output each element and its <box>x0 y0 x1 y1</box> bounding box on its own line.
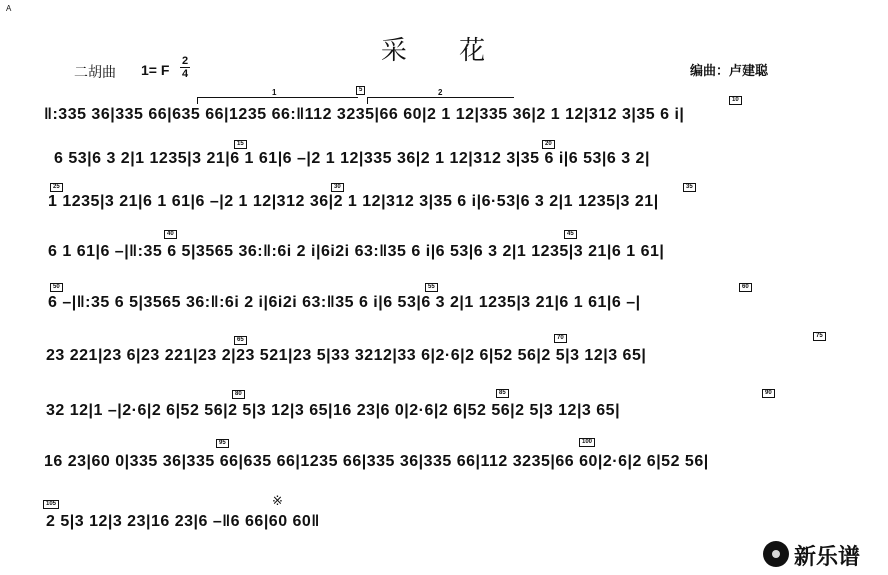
watermark-logo <box>763 539 881 569</box>
notation-line-3: 1 1235|3 21|6 1 61|6 –|2 1 12|312 36|2 1 12|312 3|35 6 i|6·53|6 3 2|1 1235|3 21| <box>48 193 659 210</box>
measure-number: 5 <box>356 86 365 95</box>
time-numerator: 2 <box>181 55 189 67</box>
volta-first <box>197 88 358 104</box>
record-disc-icon <box>763 541 789 567</box>
notation-line-4: 6 1 61|6 –|‖:35 6 5|3565 36:‖:6i 2 i|6i2i 63:‖35 6 i|6 53|6 3 2|1 1235|3 21|6 1 61| <box>48 243 665 260</box>
measure-number: 95 <box>216 439 229 448</box>
measure-number: 85 <box>496 389 509 398</box>
page-title: 采 花 <box>380 36 508 66</box>
measure-number: 25 <box>50 183 63 192</box>
notation-line-9: 2 5|3 12|3 23|16 23|6 –‖6 66|60 60‖ <box>46 513 320 530</box>
notation-line-6: 23 221|23 6|23 221|23 2|23 521|23 5|33 3212|33 6|2·6|2 6|52 56|2 5|3 12|3 65| <box>46 347 647 364</box>
notation-line-1: ‖:335 36|335 66|635 66|1235 66:‖112 3235|66 60|2 1 12|335 36|2 1 12|312 3|35 6 i| <box>44 106 685 123</box>
measure-number: 35 <box>683 183 696 192</box>
notation-line-8: 16 23|60 0|335 36|335 66|635 66|1235 66|335 36|335 66|112 3235|66 60|2·6|2 6|52 56| <box>44 453 709 470</box>
measure-number: 80 <box>232 390 245 399</box>
key-signature: 1= F <box>141 62 170 78</box>
measure-number: 30 <box>331 183 344 192</box>
measure-number: 100 <box>579 438 595 447</box>
measure-number: 105 <box>43 500 59 509</box>
volta-second <box>367 88 514 104</box>
notation-line-5: 6 –|‖:35 6 5|3565 36:‖:6i 2 i|6i2i 63:‖35 6 i|6 53|6 3 2|1 1235|3 21|6 1 61|6 –| <box>48 294 641 311</box>
measure-number: 15 <box>234 140 247 149</box>
instrument-label: 二胡曲 <box>74 65 116 81</box>
segno-sign: ※ <box>272 493 283 508</box>
arranger-credit: 编曲：卢建聪 <box>690 64 769 79</box>
volta-first-label: 1 <box>272 88 277 97</box>
measure-number: 55 <box>425 283 438 292</box>
measure-number: 70 <box>554 334 567 343</box>
time-denominator: 4 <box>181 68 189 80</box>
measure-number: 45 <box>564 230 577 239</box>
notation-line-2: 6 53|6 3 2|1 1235|3 21|6 1 61|6 –|2 1 12|335 36|2 1 12|312 3|35 6 i|6 53|6 3 2| <box>54 150 650 167</box>
measure-number: 60 <box>739 283 752 292</box>
corner-mark: A <box>6 4 12 13</box>
measure-number: 75 <box>813 332 826 341</box>
measure-number: 90 <box>762 389 775 398</box>
time-signature <box>180 55 190 80</box>
volta-second-label: 2 <box>438 88 443 97</box>
watermark-text: 新乐谱 <box>794 545 861 570</box>
measure-number: 20 <box>542 140 555 149</box>
measure-number: 50 <box>50 283 63 292</box>
measure-number: 65 <box>234 336 247 345</box>
notation-line-7: 32 12|1 –|2·6|2 6|52 56|2 5|3 12|3 65|16 23|6 0|2·6|2 6|52 56|2 5|3 12|3 65| <box>46 402 621 419</box>
measure-number: 40 <box>164 230 177 239</box>
measure-number: 10 <box>729 96 742 105</box>
